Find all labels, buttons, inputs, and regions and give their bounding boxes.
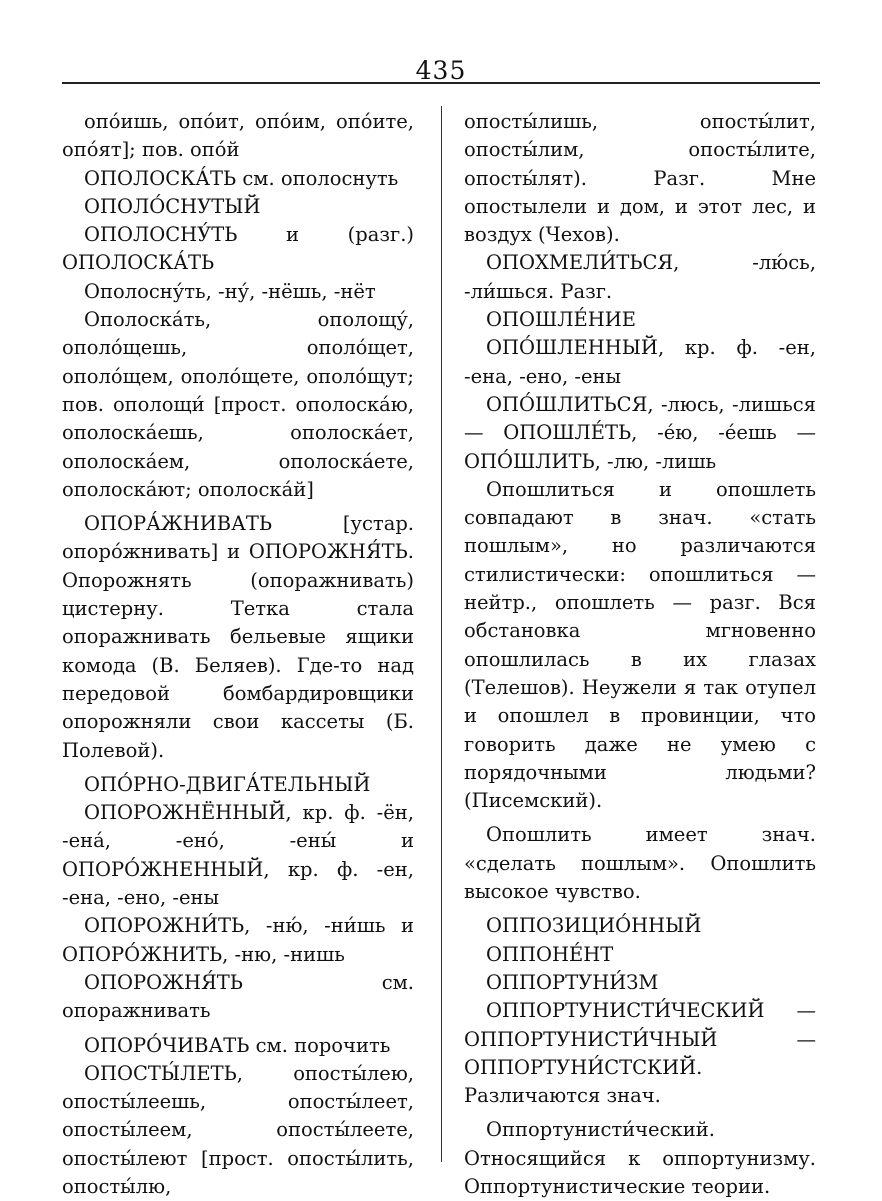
dictionary-entry: ОПО́РНО-ДВИГА́ТЕЛЬНЫЙ: [84, 772, 371, 796]
dictionary-entry: ОПОРА́ЖНИВАТЬ [устар. опоро́жнивать] и ОПОРОЖНЯ́ТЬ. Опорожнять (опоражнивать) цистерну. Тетка стала опоражнивать бельевые ящики комода (В. Беляев). Где-то над передовой бомбардировщики опорожняли свои кассеты (Б. Полевой).: [62, 512, 414, 762]
dictionary-entry: Ополоска́ть, ополощу́, ополо́щешь, ополо́щет, ополо́щем, ополо́щете, ополо́щут; пов. ополощи́ [прост. ополоска́ю, ополоска́ешь, ополоска́ет, ополоска́ем, ополоска́ете, ополоска́ют; ополоска́й]: [62, 308, 414, 501]
dictionary-entry: ОПОЛОСНУ́ТЬ и (разг.) ОПОЛОСКА́ТЬ: [62, 223, 414, 275]
dictionary-entry: ОПОРОЖНЯ́ТЬ см. опоражнивать: [62, 970, 414, 1023]
dictionary-entry: ОПОРОЖНЁННЫЙ, кр. ф. -ён, -ена́, -ено́, -ены́ и ОПОРО́ЖНЕННЫЙ, кр. ф. -ен, -ена, -ено, -ены: [62, 801, 414, 910]
dictionary-entry: ОПОЛО́СНУТЫЙ: [84, 194, 261, 218]
dictionary-entry-continued: опосты́лишь, опосты́лит, опосты́лим, опосты́лите, опосты́лят). Разг. Мне опостылели и дом, и этот лес, и воздух (Чехов).: [464, 110, 816, 247]
dictionary-entry: ОПОХМЕЛИ́ТЬСЯ, -лю́сь, -ли́шься. Разг.: [464, 251, 816, 303]
right-column: [464, 108, 816, 1201]
column-divider: [441, 106, 442, 1162]
top-rule: [62, 82, 820, 84]
dictionary-entry: ОППОРТУНИСТИ́ЧЕСКИЙ — ОППОРТУНИСТИ́ЧНЫЙ — ОППОРТУНИ́СТСКИЙ. Различаются знач.: [464, 999, 816, 1108]
dictionary-entry: ОПОСТЫ́ЛЕТЬ, опосты́лею, опосты́леешь, опосты́леет, опосты́леем, опосты́леете, опосты́леют [прост. опосты́лить, опосты́лю,: [62, 1061, 414, 1198]
dictionary-entry: ОПО́ШЛЕННЫЙ, кр. ф. -ен, -ена, -ено, -ены: [464, 336, 816, 388]
dictionary-entry: ОППОРТУНИ́ЗМ: [486, 970, 659, 994]
usage-note: Опошлить имеет знач. «сделать пошлым». Опошлить высокое чувство.: [464, 823, 816, 904]
left-column: [62, 108, 414, 1201]
dictionary-entry: ОППОЗИЦИО́ННЫЙ: [486, 914, 702, 938]
dictionary-entry: Ополосну́ть, -ну́, -нёшь, -нёт: [84, 279, 376, 303]
dictionary-entry: ОПО́ШЛИТЬСЯ, -люсь, -лишься — ОПОШЛЕ́ТЬ, -е́ю, -е́ешь — ОПО́ШЛИТЬ, -лю, -лишь: [464, 392, 816, 473]
dictionary-entry: опо́ишь, опо́ит, опо́им, опо́ите, опо́ят]; пов. опо́й: [62, 110, 414, 162]
dictionary-entry: ОПОШЛЕ́НИЕ: [486, 308, 636, 332]
dictionary-entry: Оппортунисти́ческий. Относящийся к оппортунизму. Оппортунистические теории.: [464, 1118, 816, 1198]
page-number: 435: [415, 56, 467, 85]
dictionary-entry: ОПОЛОСКА́ТЬ см. ополоснуть: [84, 166, 399, 190]
dictionary-entry: ОПОРОЖНИ́ТЬ, -ню́, -ни́шь и ОПОРО́ЖНИТЬ, -ню, -нишь: [62, 914, 414, 966]
usage-note: Опошлиться и опошлеть совпадают в знач. «стать пошлым», но различаются стилистически: опошлиться — нейтр., опошлеть — разг. Вся обстановка мгновенно опошлилась в их глазах (Телешов). Неужели я так отупел и опошлел в провинции, что говорить даже не умею с порядочными людьми? (Писемский).: [464, 477, 816, 813]
dictionary-entry: ОПОРО́ЧИВАТЬ см. порочить: [84, 1033, 391, 1057]
dictionary-entry: ОППОНЕ́НТ: [486, 942, 614, 966]
